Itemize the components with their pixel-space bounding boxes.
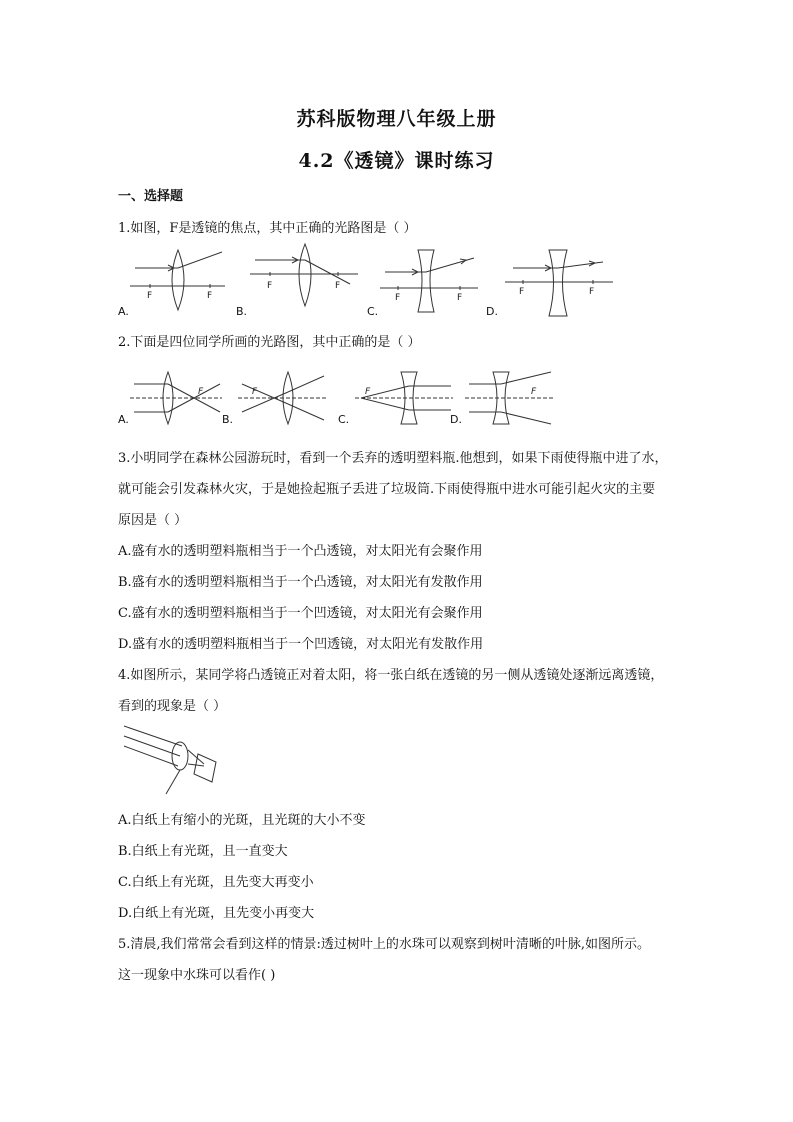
q4-option-b: B.白纸上有光斑，且一直变大	[118, 844, 288, 859]
q2-option-a-figure	[130, 370, 225, 426]
q2-label-c: C.	[338, 413, 350, 426]
q1-option-b-figure	[250, 242, 360, 314]
question-2-stem: 2.下面是四位同学所画的光路图，其中正确的是（ ）	[118, 335, 421, 350]
q1-a-focus-right: F	[207, 291, 213, 301]
q4-option-a: A.白纸上有缩小的光斑，且光斑的大小不变	[118, 813, 366, 828]
page-title: 苏科版物理八年级上册	[296, 108, 497, 130]
question-3-line-2: 就可能会引发森林火灾，于是她捡起瓶子丢进了垃圾筒.下雨使得瓶中进水可能引起火灾的主要	[118, 482, 656, 497]
q1-option-a-figure	[130, 246, 230, 316]
q3-option-b: B.盛有水的透明塑料瓶相当于一个凸透镜，对太阳光有发散作用	[118, 575, 483, 590]
q2-a-focus: F	[198, 387, 204, 397]
q2-d-focus: F	[531, 387, 537, 397]
question-1-stem: 1.如图，F是透镜的焦点，其中正确的光路图是（ ）	[118, 221, 417, 236]
q1-d-focus-right: F	[589, 287, 595, 297]
q1-option-d-figure	[505, 248, 615, 318]
question-4-line-1: 4.如图所示，某同学将凸透镜正对着太阳，将一张白纸在透镜的另一侧从透镜处逐渐远离透镜，	[118, 668, 664, 683]
q4-lens-paper-figure	[120, 720, 220, 796]
q1-label-b: B.	[236, 305, 248, 318]
q1-b-focus-right: F	[335, 281, 341, 291]
q1-c-focus-right: F	[457, 293, 463, 303]
q2-b-focus: F	[252, 387, 258, 397]
q4-option-d: D.白纸上有光斑，且先变小再变大	[118, 906, 315, 921]
q1-b-focus-left: F	[267, 281, 273, 291]
question-5-line-1: 5.清晨,我们常常会看到这样的情景:透过树叶上的水珠可以观察到树叶清晰的叶脉,如图所示。	[118, 937, 651, 952]
q2-label-d: D.	[450, 413, 462, 426]
q1-label-d: D.	[486, 305, 498, 318]
q2-option-d-figure	[465, 370, 555, 426]
q2-option-c-figure	[355, 370, 455, 426]
page-subtitle: 4.2《透镜》课时练习	[298, 150, 495, 172]
q1-label-a: A.	[118, 305, 129, 318]
q1-a-focus-left: F	[147, 291, 153, 301]
q3-option-a: A.盛有水的透明塑料瓶相当于一个凸透镜，对太阳光有会聚作用	[118, 544, 483, 559]
question-5-line-2: 这一现象中水珠可以看作( )	[118, 968, 276, 983]
q2-label-a: A.	[118, 413, 129, 426]
q2-option-b-figure	[238, 370, 328, 426]
question-4-line-2: 看到的现象是（ ）	[118, 699, 227, 714]
question-3-line-3: 原因是（ ）	[118, 513, 188, 528]
q1-c-focus-left: F	[395, 293, 401, 303]
question-3-line-1: 3.小明同学在森林公园游玩时，看到一个丢弃的透明塑料瓶.他想到，如果下雨使得瓶中进了水，	[118, 451, 668, 466]
q3-option-d: D.盛有水的透明塑料瓶相当于一个凹透镜，对太阳光有发散作用	[118, 637, 484, 652]
q3-option-c: C.盛有水的透明塑料瓶相当于一个凹透镜，对太阳光有会聚作用	[118, 606, 483, 621]
section-heading: 一、选择题	[118, 189, 184, 204]
q2-label-b: B.	[222, 413, 234, 426]
q1-d-focus-left: F	[519, 287, 525, 297]
q1-option-c-figure	[380, 246, 480, 316]
q4-option-c: C.白纸上有光斑，且先变大再变小	[118, 875, 314, 890]
q1-label-c: C.	[367, 305, 379, 318]
q2-c-focus: F	[365, 387, 371, 397]
